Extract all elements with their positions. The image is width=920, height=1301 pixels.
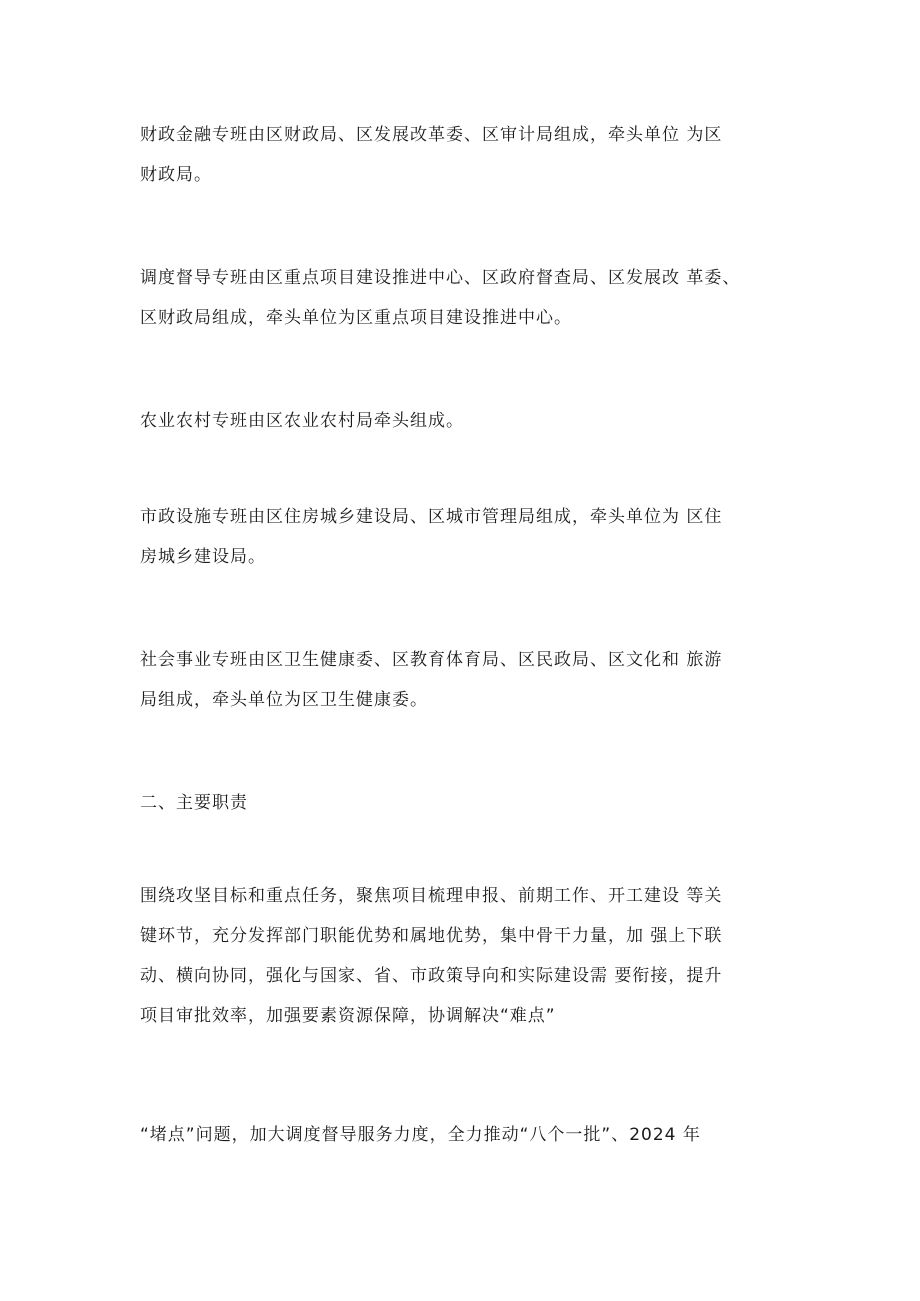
paragraph-social-team [140, 640, 790, 720]
text-line: 动、横向协同，强化与国家、省、市政策导向和实际建设需 要衔接，提升 [140, 966, 723, 986]
text-line: 财政局。 [140, 165, 212, 185]
text-line: 财政金融专班由区财政局、区发展改革委、区审计局组成，牵头单位 为区 [140, 125, 723, 145]
heading-text: 二、主要职责 [140, 793, 248, 813]
paragraph-municipal-team [140, 497, 790, 577]
text-line: 项目审批效率，加强要素资源保障，协调解决“难点” [140, 1006, 556, 1026]
paragraph-finance-team [140, 115, 790, 195]
paragraph-supervision-team [140, 258, 790, 338]
text-line: 区财政局组成，牵头单位为区重点项目建设推进中心。 [140, 308, 572, 328]
text-line: 市政设施专班由区住房城乡建设局、区城市管理局组成，牵头单位为 区住 [140, 507, 723, 527]
text-line: 社会事业专班由区卫生健康委、区教育体育局、区民政局、区文化和 旅游 [140, 650, 723, 670]
text-line: 房城乡建设局。 [140, 547, 266, 567]
text-line: “堵点”问题，加大调度督导服务力度，全力推动“八个一批”、2024 年 [140, 1125, 701, 1145]
text-line: 调度督导专班由区重点项目建设推进中心、区政府督查局、区发展改 革委、 [140, 268, 741, 288]
text-line: 农业农村专班由区农业农村局牵头组成。 [140, 411, 464, 431]
text-line: 围绕攻坚目标和重点任务，聚焦项目梳理申报、前期工作、开工建设 等关 [140, 886, 723, 906]
paragraph-agriculture-team [140, 401, 790, 441]
section-heading [140, 783, 790, 823]
paragraph-responsibilities [140, 876, 790, 1036]
text-line: 键环节，充分发挥部门职能优势和属地优势，集中骨干力量，加 强上下联 [140, 926, 723, 946]
paragraph-continuation [140, 1115, 790, 1155]
text-line: 局组成，牵头单位为区卫生健康委。 [140, 690, 428, 710]
